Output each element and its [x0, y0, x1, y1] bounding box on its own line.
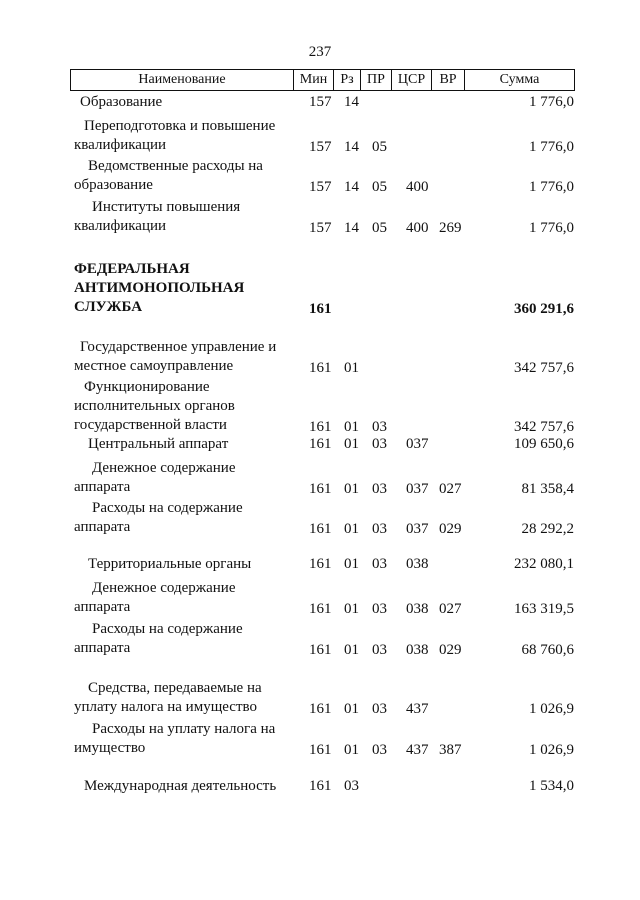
column-header-pr: ПР	[360, 70, 391, 90]
row-name-line: исполнительных органов	[74, 398, 235, 414]
row-name-line: имущество	[74, 740, 146, 756]
row-name-line: Расходы на содержание	[92, 500, 243, 516]
cell-min: 161	[309, 601, 332, 617]
cell-pr: 03	[372, 742, 387, 758]
row-name	[70, 157, 290, 195]
row-name	[70, 499, 290, 537]
cell-pr: 03	[372, 642, 387, 658]
cell-sum: 1 026,9	[529, 701, 574, 717]
row-name-line: квалификации	[74, 218, 167, 234]
column-header-vr: ВР	[431, 70, 464, 90]
cell-pr: 03	[372, 701, 387, 717]
cell-sum: 342 757,6	[514, 419, 574, 435]
cell-rz: 01	[344, 742, 359, 758]
cell-min: 157	[309, 94, 332, 110]
cell-csr: 037	[406, 436, 429, 452]
row-name	[70, 338, 290, 376]
cell-rz: 01	[344, 419, 359, 435]
cell-pr: 03	[372, 436, 387, 452]
cell-pr: 05	[372, 220, 387, 236]
cell-sum: 1 776,0	[529, 94, 574, 110]
row-name	[70, 620, 290, 658]
cell-min: 161	[309, 556, 332, 572]
cell-sum: 1 026,9	[529, 742, 574, 758]
cell-sum: 163 319,5	[514, 601, 574, 617]
cell-vr: 387	[439, 742, 462, 758]
cell-min: 161	[309, 360, 332, 376]
cell-min: 161	[309, 642, 332, 658]
page-number: 237	[308, 44, 332, 60]
table-row	[70, 459, 575, 499]
row-name-line: СЛУЖБА	[74, 299, 143, 315]
row-name-line: Функционирование	[84, 379, 210, 395]
row-name-line: аппарата	[74, 640, 131, 656]
cell-min: 161	[309, 701, 332, 717]
cell-csr: 038	[406, 642, 429, 658]
row-name	[70, 679, 290, 717]
row-name-line: Ведомственные расходы на	[88, 158, 263, 174]
row-name	[70, 579, 290, 617]
cell-pr: 03	[372, 556, 387, 572]
cell-pr: 03	[372, 419, 387, 435]
row-name-line: ФЕДЕРАЛЬНАЯ	[74, 261, 190, 277]
row-name	[70, 459, 290, 497]
cell-rz: 14	[344, 94, 359, 110]
cell-rz: 01	[344, 360, 359, 376]
cell-csr: 437	[406, 742, 429, 758]
row-name-line: Расходы на содержание	[92, 621, 243, 637]
row-name-line: Расходы на уплату налога на	[92, 721, 276, 737]
cell-vr: 027	[439, 601, 462, 617]
cell-sum: 232 080,1	[514, 556, 574, 572]
cell-csr: 400	[406, 220, 429, 236]
cell-sum: 1 776,0	[529, 139, 574, 155]
cell-csr: 400	[406, 179, 429, 195]
row-name-line: Образование	[80, 94, 163, 110]
cell-vr: 029	[439, 642, 462, 658]
row-name-line: Денежное содержание	[92, 580, 236, 596]
row-name	[70, 555, 290, 574]
cell-min: 161	[309, 778, 332, 794]
cell-min: 157	[309, 220, 332, 236]
cell-rz: 01	[344, 701, 359, 717]
table-row	[70, 338, 575, 378]
table-row	[70, 117, 575, 157]
row-name	[70, 198, 290, 236]
column-header-sum: Сумма	[464, 70, 574, 90]
row-name	[70, 720, 290, 758]
cell-min: 161	[309, 481, 332, 497]
row-name-line: Переподготовка и повышение	[84, 118, 276, 134]
row-name	[70, 260, 290, 317]
cell-pr: 05	[372, 179, 387, 195]
cell-min: 161	[309, 419, 332, 435]
cell-pr: 05	[372, 139, 387, 155]
cell-sum: 109 650,6	[514, 436, 574, 452]
cell-rz: 14	[344, 139, 359, 155]
table-row	[70, 679, 575, 719]
cell-pr: 03	[372, 481, 387, 497]
row-name-line: аппарата	[74, 519, 131, 535]
cell-rz: 01	[344, 556, 359, 572]
row-name-line: Государственное управление и	[80, 339, 277, 355]
cell-vr: 269	[439, 220, 462, 236]
cell-sum: 1 534,0	[529, 778, 574, 794]
row-name-line: Средства, передаваемые на	[88, 680, 262, 696]
cell-sum: 1 776,0	[529, 179, 574, 195]
cell-pr: 03	[372, 601, 387, 617]
cell-sum: 81 358,4	[521, 481, 574, 497]
row-name-line: Денежное содержание	[92, 460, 236, 476]
cell-rz: 01	[344, 521, 359, 537]
table-row	[70, 579, 575, 619]
row-name	[70, 777, 290, 796]
cell-rz: 01	[344, 601, 359, 617]
row-name-line: Международная деятельность	[84, 778, 277, 794]
table-row	[70, 555, 575, 574]
cell-min: 161	[309, 436, 332, 452]
cell-vr: 027	[439, 481, 462, 497]
table-row	[70, 157, 575, 197]
table-row	[70, 260, 575, 319]
cell-rz: 01	[344, 481, 359, 497]
table-row	[70, 620, 575, 660]
row-name-line: АНТИМОНОПОЛЬНАЯ	[74, 280, 245, 296]
cell-sum: 360 291,6	[514, 301, 574, 317]
row-name-line: Центральный аппарат	[88, 436, 229, 452]
column-header-name: Наименование	[138, 72, 226, 87]
cell-min: 157	[309, 139, 332, 155]
row-name-line: образование	[74, 177, 153, 193]
cell-csr: 037	[406, 481, 429, 497]
cell-rz: 01	[344, 436, 359, 452]
row-name	[70, 117, 290, 155]
row-name-line: квалификации	[74, 137, 167, 153]
cell-min: 157	[309, 179, 332, 195]
table-header	[70, 69, 575, 91]
cell-sum: 1 776,0	[529, 220, 574, 236]
row-name-line: государственной власти	[74, 417, 227, 433]
cell-rz: 01	[344, 642, 359, 658]
cell-rz: 03	[344, 778, 359, 794]
cell-min: 161	[309, 742, 332, 758]
cell-min: 161	[309, 521, 332, 537]
column-header-rz: Рз	[333, 70, 360, 90]
table-row	[70, 435, 575, 454]
column-header-csr: ЦСР	[391, 70, 431, 90]
row-name-line: Институты повышения	[92, 199, 241, 215]
cell-sum: 28 292,2	[521, 521, 574, 537]
cell-rz: 14	[344, 220, 359, 236]
cell-sum: 342 757,6	[514, 360, 574, 376]
table-row	[70, 93, 575, 112]
row-name	[70, 378, 290, 435]
cell-sum: 68 760,6	[521, 642, 574, 658]
table-row	[70, 499, 575, 539]
row-name	[70, 435, 290, 454]
cell-rz: 14	[344, 179, 359, 195]
cell-vr: 029	[439, 521, 462, 537]
cell-min: 161	[309, 301, 332, 317]
row-name-line: уплату налога на имущество	[74, 699, 257, 715]
row-name-line: местное самоуправление	[74, 358, 234, 374]
table-row	[70, 198, 575, 238]
table-row	[70, 378, 575, 437]
column-header-min: Мин	[293, 70, 333, 90]
table-row	[70, 777, 575, 796]
table-row	[70, 720, 575, 760]
row-name-line: аппарата	[74, 599, 131, 615]
cell-csr: 437	[406, 701, 429, 717]
cell-pr: 03	[372, 521, 387, 537]
row-name	[70, 93, 290, 112]
cell-csr: 037	[406, 521, 429, 537]
row-name-line: аппарата	[74, 479, 131, 495]
cell-csr: 038	[406, 601, 429, 617]
row-name-line: Территориальные органы	[88, 556, 252, 572]
cell-csr: 038	[406, 556, 429, 572]
